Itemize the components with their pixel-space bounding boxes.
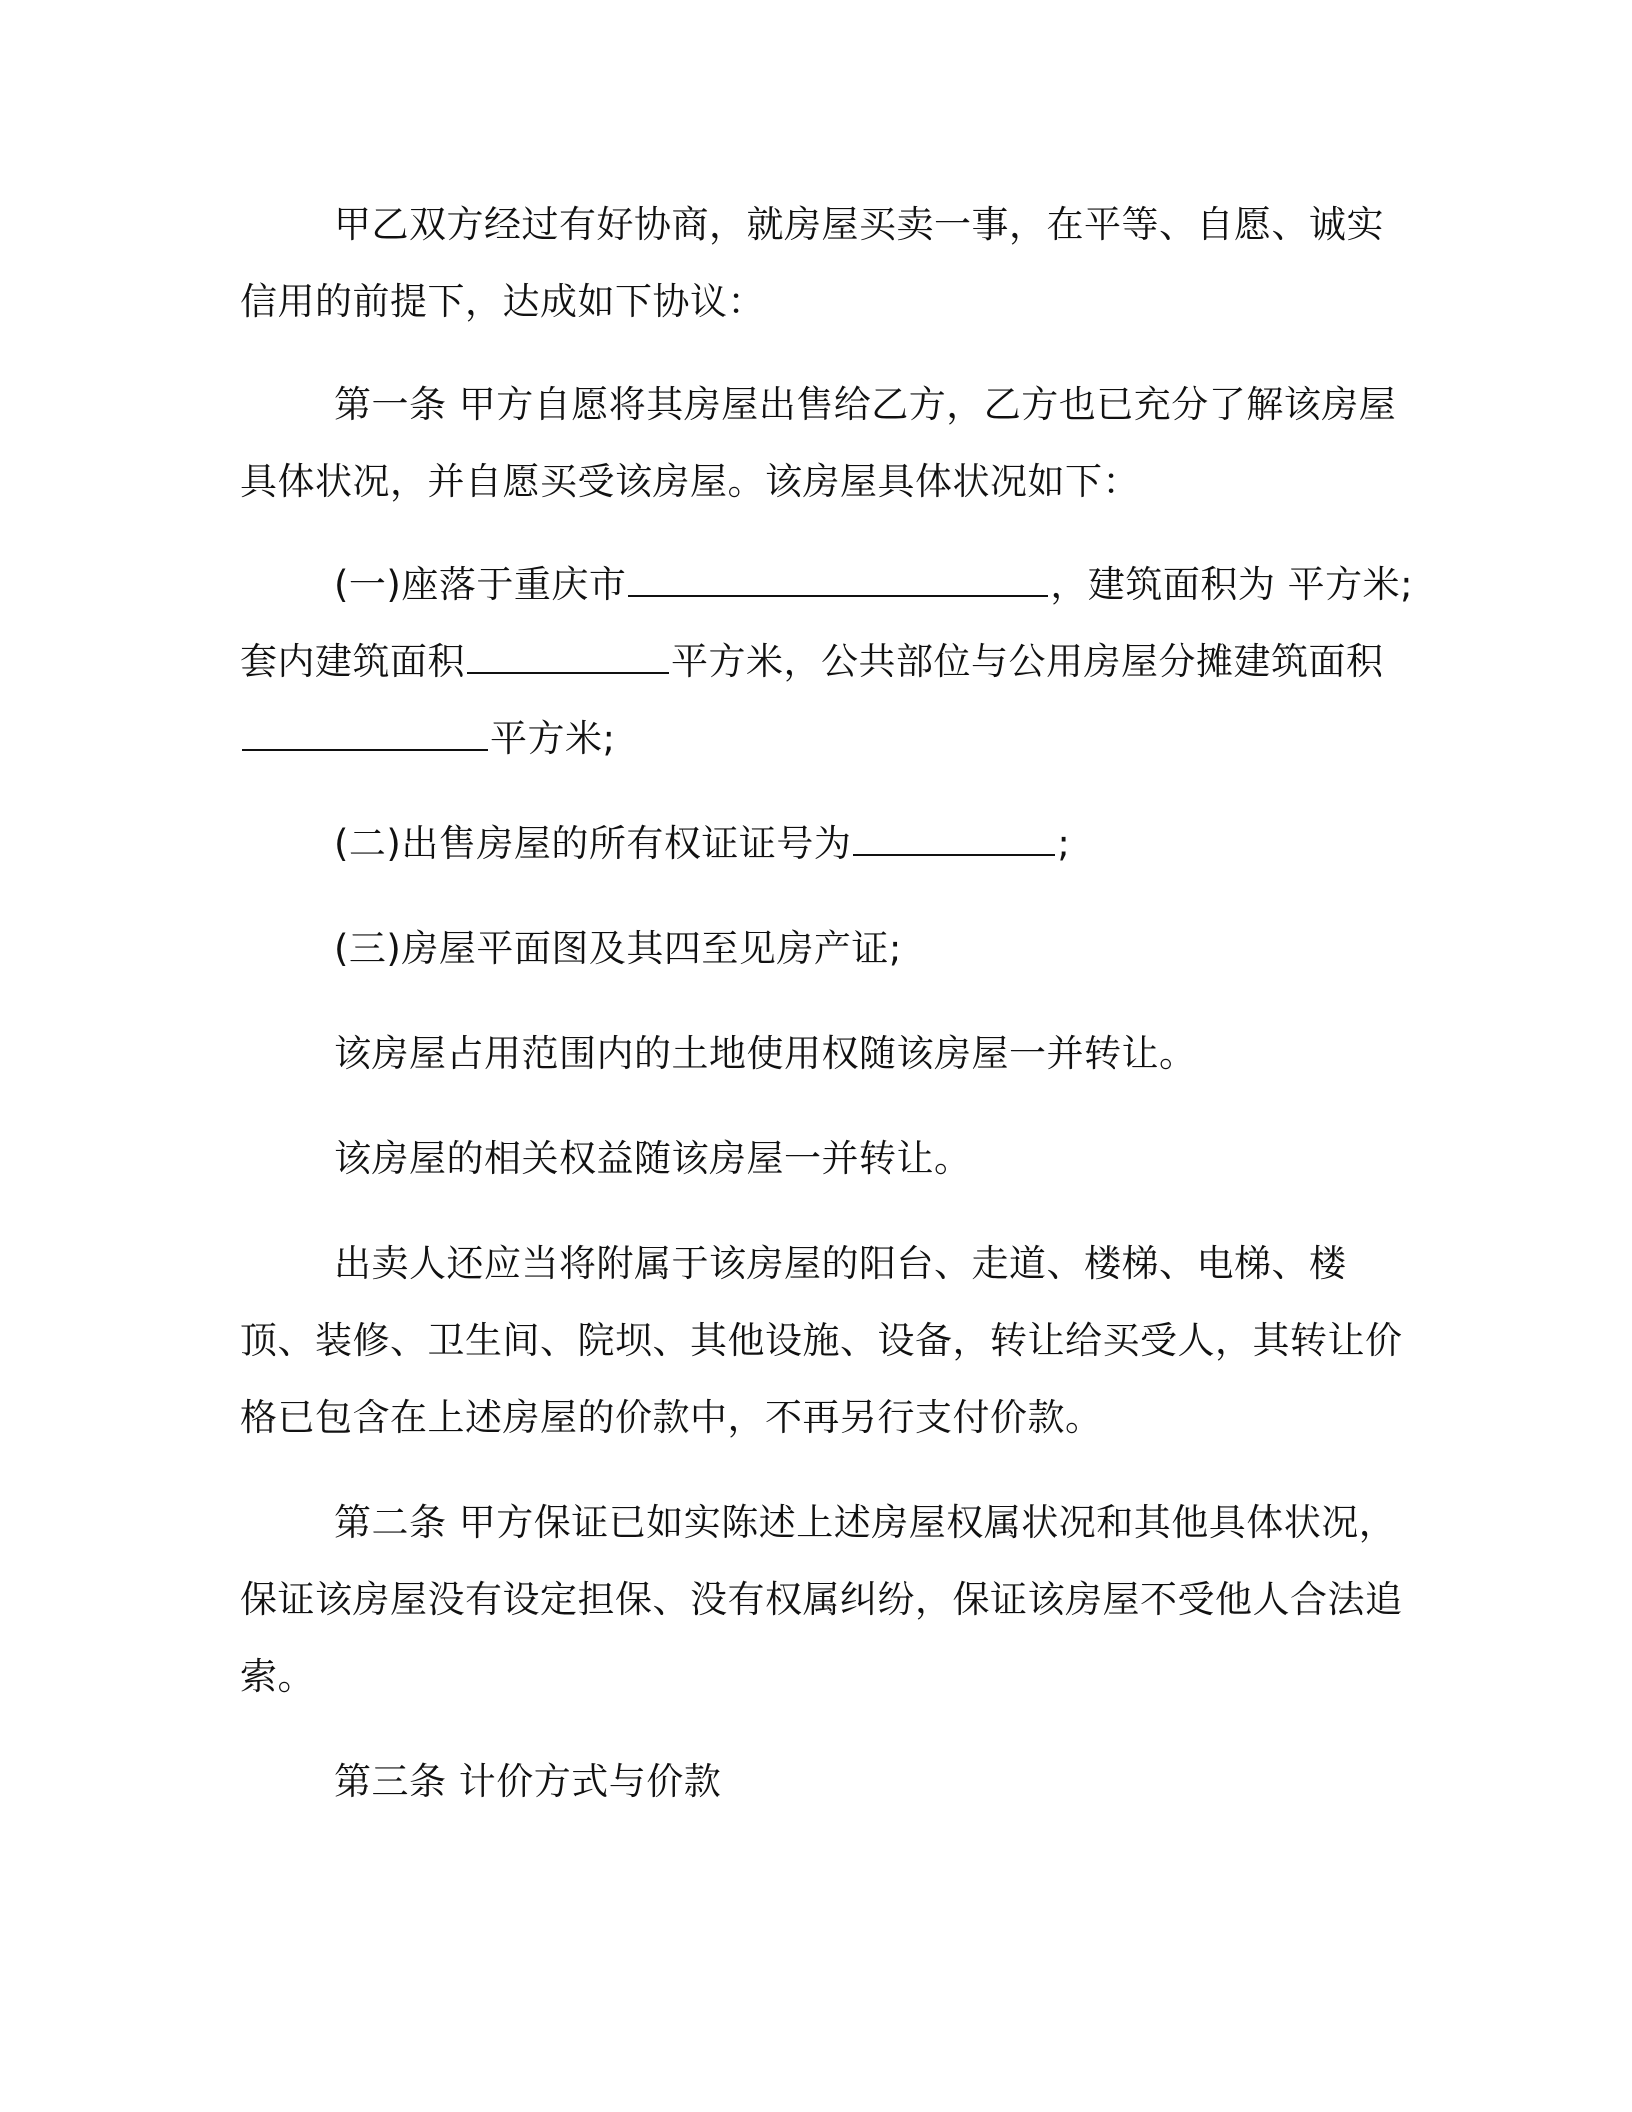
fixtures-paragraph: 出卖人还应当将附属于该房屋的阳台、走道、楼梯、电梯、楼顶、装修、卫生间、院坝、其他设施、设备，转让给买受人，其转让价格已包含在上述房屋的价款中，不再另行支付价款。 [240,1242,1403,1439]
floor-plan-paragraph: (三)房屋平面图及其四至见房产证; [334,927,902,970]
article-3-heading: 第三条 计价方式与价款 [334,1760,722,1803]
property-location-paragraph [240,546,1420,777]
article-1-paragraph: 第一条 甲方自愿将其房屋出售给乙方，乙方也已充分了解该房屋具体状况，并自愿买受该房屋。该房屋具体状况如下： [240,383,1397,503]
certificate-paragraph [240,805,1420,882]
intro-paragraph: 甲乙双方经过有好协商，就房屋买卖一事，在平等、自愿、诚实信用的前提下，达成如下协议： [240,203,1384,323]
certificate-blank [853,824,1055,856]
inner-area-blank [467,642,669,674]
area-label: ，建筑面积为 平方米;套内建筑面积 [240,563,1414,683]
rights-paragraph: 该房屋的相关权益随该房屋一并转让。 [334,1137,972,1180]
shared-area-blank [242,719,488,751]
document-body [240,186,1420,1820]
location-label: (一)座落于重庆市 [334,563,627,606]
unit-label: 平方米; [490,717,616,760]
land-use-paragraph: 该房屋占用范围内的土地使用权随该房屋一并转让。 [334,1032,1197,1075]
certificate-label: (二)出售房屋的所有权证证号为 [334,822,852,865]
article-2-paragraph: 第二条 甲方保证已如实陈述上述房屋权属状况和其他具体状况，保证该房屋没有设定担保、没有权属纠纷，保证该房屋不受他人合法追索。 [240,1501,1403,1698]
address-blank [628,565,1048,597]
certificate-end: ; [1057,822,1071,865]
shared-area-label: 平方米，公共部位与公用房屋分摊建筑面积 [671,640,1384,683]
